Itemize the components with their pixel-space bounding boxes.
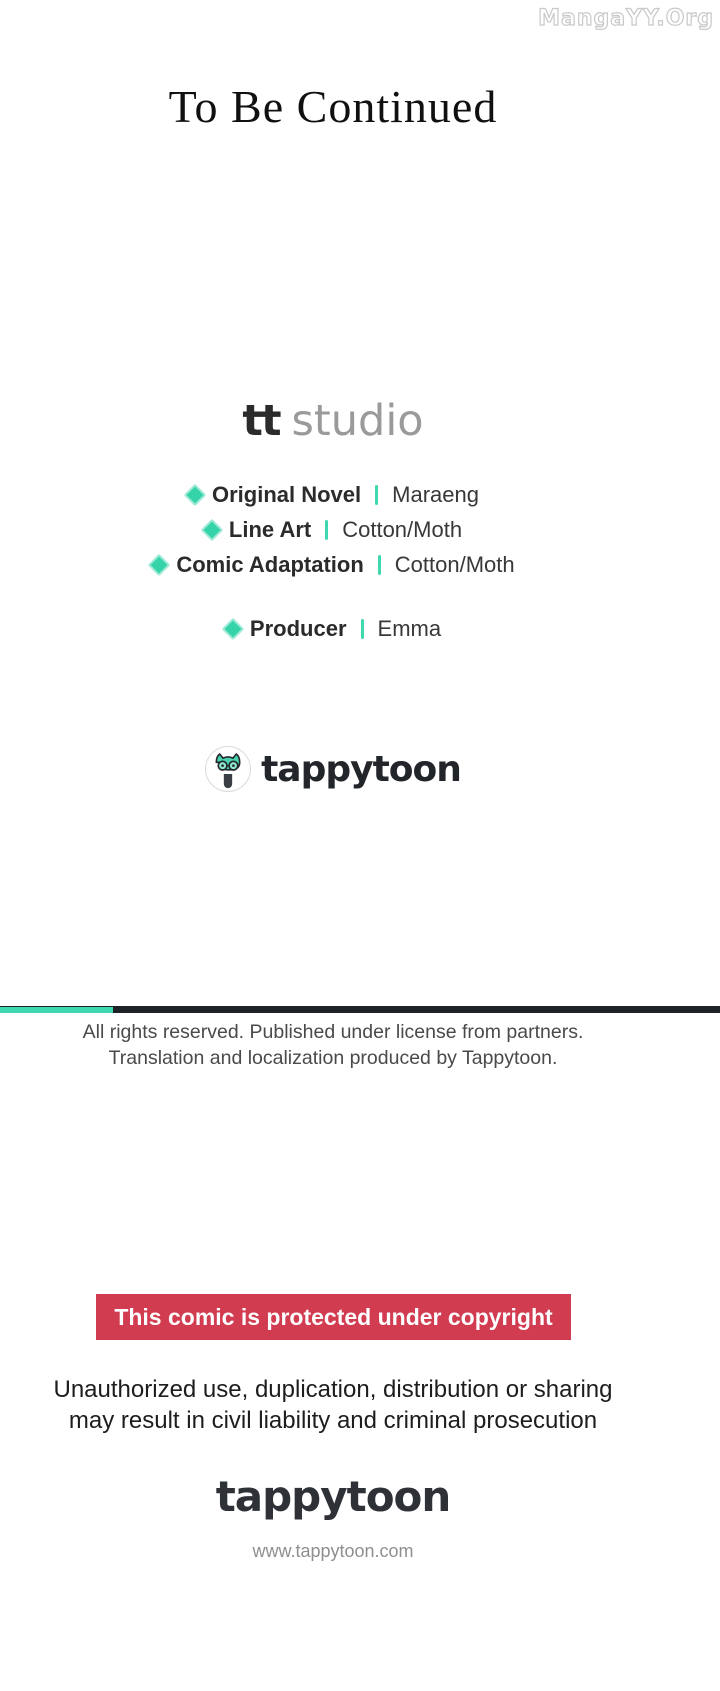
credit-label: Line Art — [228, 517, 312, 542]
tappytoon-wordmark: tappytoon — [261, 748, 461, 790]
credit-row-original-novel — [187, 482, 479, 508]
page-title: To Be Continued — [168, 81, 498, 132]
warning-line-1: Unauthorized use, duplication, distribution or sharing — [53, 1376, 613, 1403]
footer-tappytoon-wordmark: tappytoon — [215, 1472, 451, 1521]
credit-value: Cotton/Moth — [394, 552, 515, 577]
tt-studio-logo-light: studio — [291, 396, 424, 446]
tt-studio-logo — [0, 396, 666, 446]
license-line-2: Translation and localization produced by Tappytoon. — [108, 1047, 558, 1069]
divider-accent — [0, 1007, 113, 1013]
tt-studio-logo-bold: tt — [242, 396, 280, 446]
footer-website-url: www.tappytoon.com — [252, 1541, 414, 1561]
separator-bar-icon — [361, 619, 364, 639]
credit-label: Comic Adaptation — [176, 552, 364, 577]
warning-line-2: may result in civil liability and criminal prosecution — [68, 1407, 598, 1434]
license-line-1: All rights reserved. Published under license from partners. — [82, 1021, 584, 1043]
credit-row-producer — [225, 616, 441, 642]
site-watermark: MangaYY.Org — [538, 6, 714, 31]
license-text — [0, 1019, 666, 1071]
credit-value: Cotton/Moth — [342, 517, 463, 542]
diamond-bullet-icon — [184, 484, 207, 507]
diamond-bullet-icon — [201, 519, 224, 542]
separator-bar-icon — [325, 520, 328, 540]
credits-list — [0, 482, 666, 642]
tappytoon-logo — [0, 746, 666, 792]
credit-value: Emma — [377, 616, 442, 641]
credit-value: Maraeng — [392, 482, 479, 507]
diamond-bullet-icon — [148, 554, 171, 577]
copyright-banner: This comic is protected under copyright law — [96, 1294, 571, 1340]
credit-row-line-art — [204, 517, 462, 543]
diamond-bullet-icon — [222, 618, 245, 641]
credit-label: Original Novel — [212, 482, 362, 507]
copyright-warning — [0, 1374, 666, 1436]
separator-bar-icon — [378, 555, 381, 575]
tappytoon-cat-icon — [205, 746, 251, 792]
separator-bar-icon — [375, 485, 378, 505]
credit-row-comic-adaptation — [151, 552, 514, 578]
credit-label: Producer — [249, 616, 347, 641]
